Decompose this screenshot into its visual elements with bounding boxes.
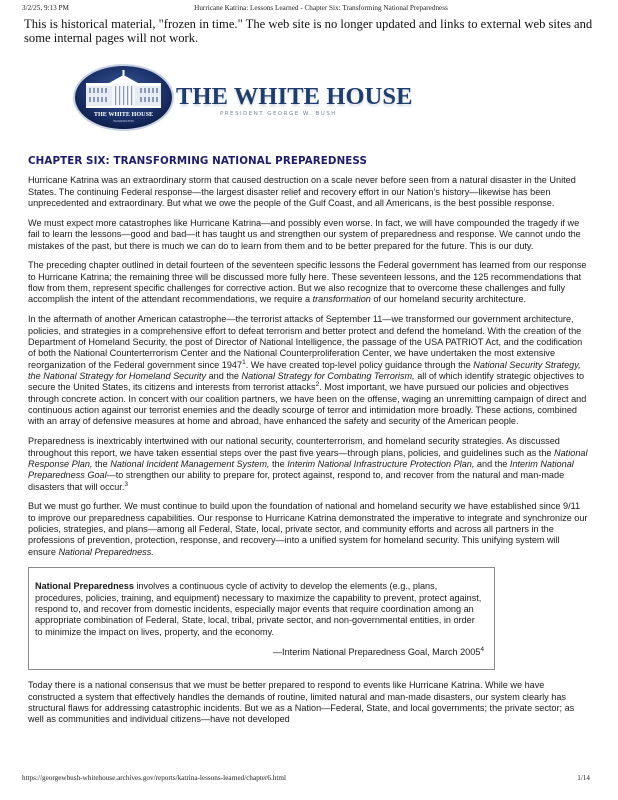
text: the (269, 458, 288, 469)
emphasis: Interim National Preparedness Goal (28, 458, 574, 481)
white-house-logo[interactable] (72, 63, 413, 133)
text: Preparedness is inextricably intertwined with our national security, counterterrorism, and homeland security strategies. As discussed throughout this report, we have taken essential steps over the past five years—through plans, policies, and guidelines such as the (28, 436, 560, 458)
historical-notice: This is historical material, "frozen in time." The web site is no longer updated and links to external web sites and some internal pages will not work. (24, 17, 593, 46)
wordmark-subtitle: PRESIDENT GEORGE W. BUSH (220, 111, 337, 117)
paragraph (28, 260, 588, 305)
text: But we must go further. We must continue to build upon the foundation of national and homeland security we have established since 9/11 to improve our preparedness capabilities. Our response to Hurricane Katrina demonstrated the imperative to integrate and synchronize our policies, strategies, and plans—among all Federal, State, local, private sector, and community efforts and across all partners in the professions of prevention, protection, response, and recovery—into a unified system for homeland security. This unifying system will ensure (28, 501, 588, 557)
definition-term: National Preparedness (35, 581, 134, 592)
text: involves a continuous cycle of activity to develop the elements (e.g., plans, procedures, policies, training, and equipment) necessary to maximize the capability to prevent, protect against, respond to, and recover from domestic incidents, especially major events that require coordination among an appropriate combination of Federal, State, local, tribal, private sector, and non-governmental entities, in order to minimize the impact on lives, property, and the economy. (35, 581, 482, 637)
emphasis: National Incident Management System, (110, 458, 270, 469)
emphasis: National Preparedness. (58, 546, 154, 557)
text: —Interim National Preparedness Goal, March 2005 (272, 646, 481, 657)
page-url: https://georgewbush-whitehouse.archives.gov/reports/katrina-lessons-learned/chapter6.html (22, 774, 286, 782)
paragraph: We must expect more catastrophes like Hurricane Katrina—and possibly even worse. In fact, we will have compounded the tragedy if we fail to learn the lessons—good and bad—it has taught us and strengthen our system of preparedness and response. We cannot undo the mistakes of the past, but there is much we can do to learn from them and to be better prepared for the future. This is our duty. (28, 217, 581, 251)
definition-text (35, 581, 484, 638)
chapter-title: CHAPTER SIX: TRANSFORMING NATIONAL PREPAREDNESS (28, 155, 367, 167)
emphasis: National Response Plan, (28, 447, 588, 469)
white-house-seal-icon (72, 63, 175, 132)
text: of our homeland security architecture. (370, 294, 527, 305)
quote-attribution (35, 647, 484, 658)
paragraph (28, 436, 588, 493)
text: The preceding chapter outlined in detail fourteen of the seventeen specific lessons the Federal government has learned from our response to Hurricane Katrina; the remaining three will be discussed more fully here. These seventeen lessons, and the 125 recommendations that flow from them, represent specific challenges for corrective action. But we also recognize that to overcome these challenges and fully accomplish the intent of the attendant recommendations, we require a (28, 260, 587, 305)
emphasis: Interim National Infrastructure Protection Plan, (287, 458, 475, 469)
text: In the aftermath of another American catastrophe—the terrorist attacks of September 11—we transformed our government architecture, policies, and strategies in a comprehensive effort to defeat terrorism and better protect and defend the homeland. With the creation of the Department of Homeland Security, the post of Director of National Intelligence, the passage of the USA PATRIOT Act, and the codification of both the National Counterterrorism Center and the National Counterproliferation Center, we have undertaken the most extensive reorganization of the Federal government since 1947 (28, 314, 583, 370)
paragraph: Hurricane Katrina was an extraordinary storm that caused destruction on a scale never before seen from a natural disaster in the United States. The continuing Federal response—the largest disaster relief and recovery effort in our Nation’s history—likewise has been unprecedented and extraordinary. But what we owe the people of the Gulf Coast, and all Americans, is the best possible response. (28, 175, 576, 209)
footnote-link[interactable]: 3 (124, 480, 128, 488)
emphasis: transformation (312, 294, 371, 305)
text: the (92, 458, 111, 469)
emphasis: National Security Strategy, the National Strategy for Homeland Security (28, 359, 581, 381)
footnote-link[interactable]: 4 (480, 645, 484, 653)
footnote-link[interactable]: 2 (315, 381, 320, 389)
seal-text: THE WHITE HOUSE (93, 111, 154, 118)
wordmark: THE WHITE HOUSE (176, 83, 413, 110)
chapter-content (28, 156, 588, 734)
text: . Most important, we have pursued our policies and objectives through concrete action. In concert with our coalition partners, we have been on the offense, waging an unremitting campaign of direct and continuous action against our terrorist enemies and the deadly scourge of terror and intimidation more broadly. These actions, combined with an array of defensive measures at home and abroad, have enhanced the safety and security of the American people. (28, 382, 587, 427)
print-header (0, 4, 618, 16)
emphasis: National Strategy for Combating Terrorism, (241, 371, 415, 381)
text: . We have created top-level policy guidance through the (245, 359, 474, 370)
print-date: 3/2/25, 9:13 PM (22, 4, 69, 12)
page-number: 1/14 (577, 774, 590, 782)
footnote-link[interactable]: 1 (242, 358, 246, 366)
seal-subtext: WASHINGTON (113, 119, 134, 123)
print-page-title: Hurricane Katrina: Lessons Learned - Chapter Six: Transforming National Preparedness (194, 4, 448, 12)
text: and the (474, 458, 510, 469)
paragraph (28, 501, 588, 558)
text: —to strengthen our ability to prepare for, protect against, respond to, and recover from the natural and man-made disasters that will occur. (28, 470, 565, 492)
text: and the (206, 371, 242, 381)
paragraph: Today there is a national consensus that we must be better prepared to respond to events like Hurricane Katrina. While we have constructed a system that effectively handles the demands of routine, limited natural and man-made disasters, our system clearly has structural flaws for addressing catastrophic incidents. But we as a Nation—Federal, State, and local governments; the private sector; as well as communities and individual citizens—have not developed (28, 680, 575, 725)
definition-callout (28, 567, 495, 670)
text: all of which identify strategic objectives to secure the United States, its citizens and interests from terrorist attacks (28, 371, 585, 393)
paragraph (28, 314, 588, 427)
